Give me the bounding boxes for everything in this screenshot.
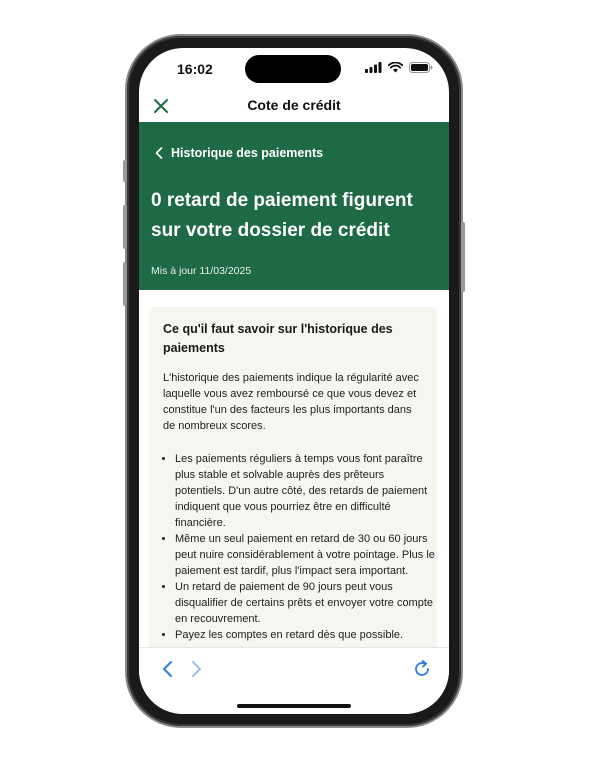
phone-screen	[139, 48, 449, 714]
power-button	[461, 222, 465, 292]
volume-up-button	[123, 205, 127, 249]
scroll-content[interactable]	[139, 290, 449, 648]
list-item: • Un retard de paiement de 90 jours peut vous disqualifier de certains prêts et envoyer votre compte en recouvrement.	[175, 579, 437, 627]
battery-icon	[409, 62, 433, 73]
wifi-icon	[388, 62, 403, 73]
info-card	[149, 307, 437, 648]
info-card-title: Ce qu'il faut savoir sur l'historique des paiements	[163, 322, 393, 355]
status-bar	[139, 48, 449, 94]
browser-toolbar	[139, 647, 449, 714]
navigation-bar	[139, 94, 449, 122]
list-item: • Les paiements réguliers à temps vous font paraître plus stable et solvable auprès des prêteurs potentiels. D'un autre côté, des retards de paiement indiquent que vous pourriez être en difficulté financière.	[175, 451, 437, 531]
updated-date: Mis à jour 11/03/2025	[151, 265, 252, 277]
chevron-left-icon[interactable]	[157, 658, 179, 680]
chevron-right-icon[interactable]	[185, 658, 207, 680]
hero-banner	[139, 122, 449, 290]
silent-switch	[123, 160, 127, 182]
system-icons	[365, 62, 433, 73]
hero-title: 0 retard de paiement figurent sur votre dossier de crédit	[151, 190, 413, 241]
volume-down-button	[123, 262, 127, 306]
signal-icon	[365, 62, 382, 73]
page-title: Cote de crédit	[247, 97, 341, 113]
back-link-label: Historique des paiements	[171, 146, 324, 160]
list-item: • Même un seul paiement en retard de 30 ou 60 jours peut nuire considérablement à votre pointage. Plus le paiement est tardif, plus l'impact sera important.	[175, 531, 437, 579]
back-link-payment-history[interactable]	[155, 146, 323, 160]
reload-icon[interactable]	[411, 658, 433, 680]
dynamic-island	[245, 55, 341, 83]
info-card-bullets	[163, 451, 437, 643]
list-item: • Payez les comptes en retard dès que possible.	[175, 627, 437, 643]
info-card-intro: L'historique des paiements indique la régularité avec laquelle vous avez remboursé ce que vous devez et constitue l'un des facteurs les plus importants dans de nombreux scores.	[163, 372, 419, 432]
status-time: 16:02	[177, 61, 213, 77]
chevron-left-icon	[155, 147, 163, 159]
home-indicator[interactable]	[237, 704, 351, 708]
